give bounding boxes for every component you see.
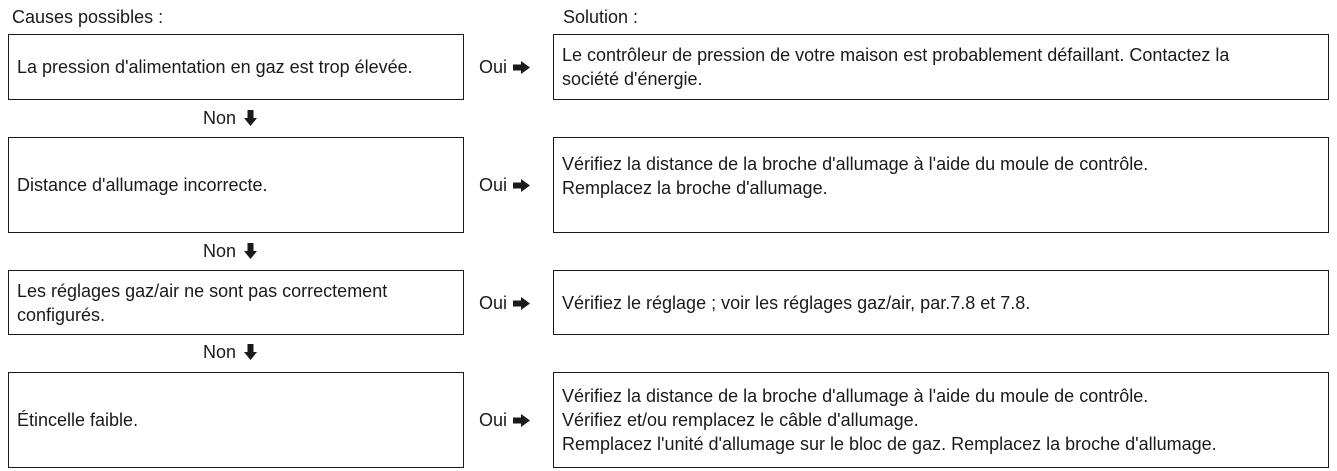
yes-label: Oui	[479, 293, 508, 313]
arrow-down-icon	[244, 243, 257, 259]
cause-box	[8, 34, 464, 100]
solution-box	[553, 270, 1329, 335]
yes-label: Oui	[479, 410, 508, 430]
solution-line: Vérifiez et/ou remplacez le câble d'allumage.	[562, 410, 919, 430]
cause-text: Distance d'allumage incorrecte.	[17, 175, 268, 195]
arrow-right-icon	[513, 297, 530, 310]
solution-line: société d'énergie.	[562, 69, 703, 89]
arrow-right-icon	[513, 61, 530, 74]
cause-text: Les réglages gaz/air ne sont pas correctement configurés.	[17, 280, 388, 325]
yes-connector	[479, 174, 530, 196]
no-connector	[203, 107, 257, 129]
cause-text: La pression d'alimentation en gaz est trop élevée.	[17, 57, 413, 77]
yes-connector	[479, 56, 530, 78]
arrow-down-icon	[244, 344, 257, 360]
solution-line: Vérifiez la distance de la broche d'allumage à l'aide du moule de contrôle.	[562, 154, 1149, 174]
solution-line: Vérifiez la distance de la broche d'allumage à l'aide du moule de contrôle.	[562, 386, 1149, 406]
cause-box	[8, 137, 464, 233]
no-connector	[203, 341, 257, 363]
no-label: Non	[203, 342, 237, 362]
solution-box	[553, 372, 1329, 468]
solution-line: Le contrôleur de pression de votre maison est probablement défaillant. Contactez la	[562, 45, 1230, 65]
solution-box	[553, 137, 1329, 233]
yes-connector	[479, 409, 530, 431]
yes-connector	[479, 292, 530, 314]
arrow-down-icon	[244, 110, 257, 126]
cause-text: Étincelle faible.	[17, 410, 139, 430]
no-connector	[203, 240, 257, 262]
solution-box	[553, 34, 1329, 100]
causes-heading: Causes possibles :	[12, 7, 164, 27]
yes-label: Oui	[479, 57, 508, 77]
no-label: Non	[203, 241, 237, 261]
yes-label: Oui	[479, 175, 508, 195]
cause-box	[8, 270, 464, 335]
no-label: Non	[203, 108, 237, 128]
solution-heading: Solution :	[563, 7, 639, 27]
cause-box	[8, 372, 464, 468]
arrow-right-icon	[513, 179, 530, 192]
solution-line: Remplacez la broche d'allumage.	[562, 178, 828, 198]
solution-line: Remplacez l'unité d'allumage sur le bloc de gaz. Remplacez la broche d'allumage.	[562, 434, 1217, 454]
arrow-right-icon	[513, 414, 530, 427]
solution-line: Vérifiez le réglage ; voir les réglages gaz/air, par.7.8 et 7.8.	[562, 292, 1031, 313]
